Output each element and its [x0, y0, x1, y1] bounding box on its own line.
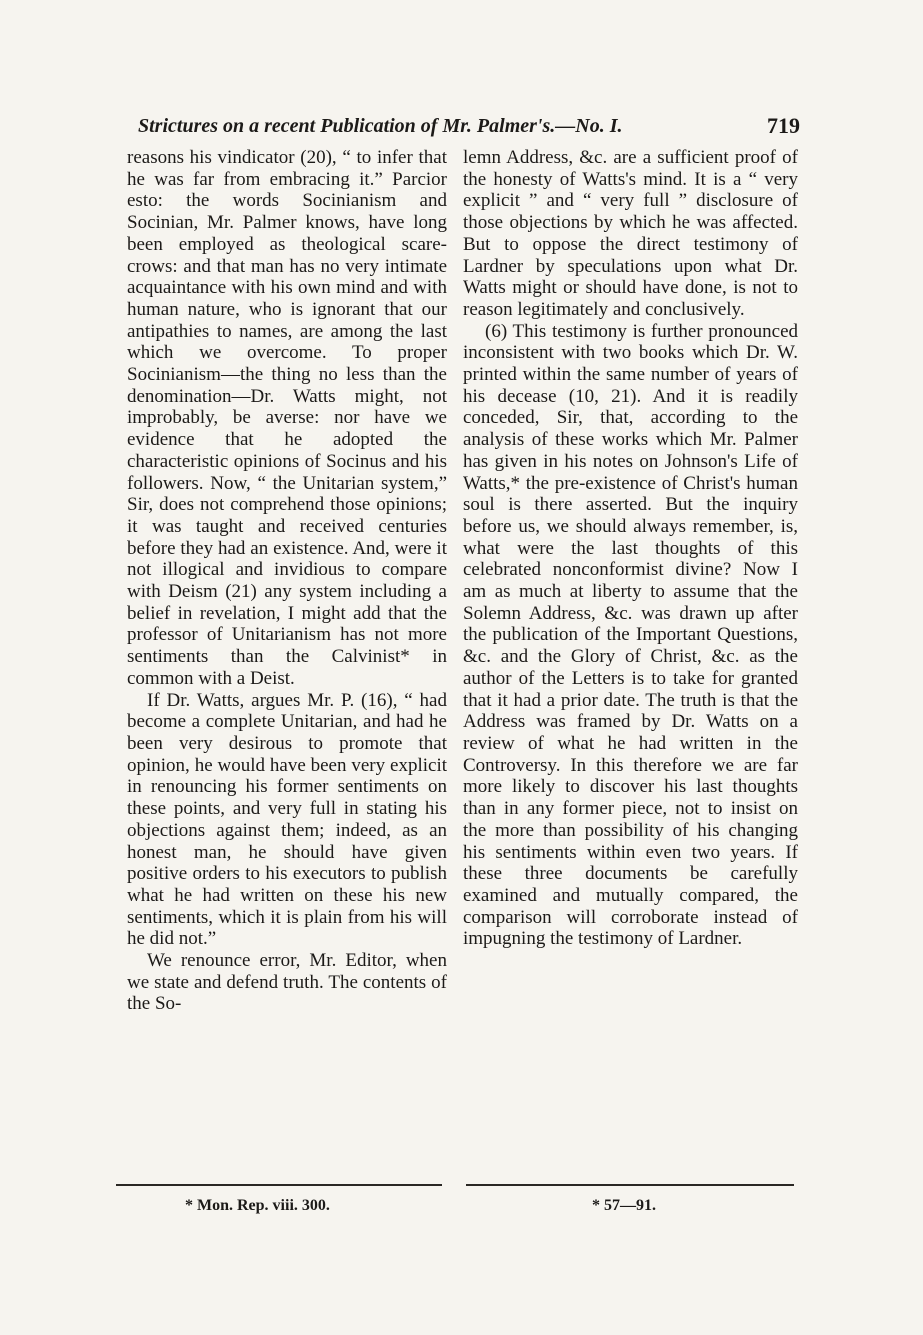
- footnote-rule: [116, 1184, 442, 1186]
- paragraph: reasons his vindicator (20), “ to infer that he was far from embracing it.” Parcior esto: the words Socinianism and Socinian, Mr. Palmer knows, have long been employed as theological scare-crows: and that man has no very intimate acquaintance with his own mind and with human nature, who is ignorant that our antipathies to names, are among the last which we overcome. To proper Socinianism—the thing no less than the denomination—Dr. Watts might, not improbably, be averse: nor have we evidence that he adopted the characteristic opinions of Socinus and his followers. Now, “ the Unitarian system,” Sir, does not comprehend those opinions; it was taught and received centuries before they had an existence. And, were it not illogical and invidious to compare with Deism (21) any system including a belief in revelation, I might add that the professor of Unitarianism has not more sentiments than the Calvinist* in common with a Deist.: [127, 147, 447, 689]
- running-head: [138, 112, 800, 140]
- footnote-rule: [466, 1184, 794, 1186]
- running-title: Strictures on a recent Publication of Mr. Palmer's.—No. I.: [138, 115, 623, 137]
- paragraph: We renounce error, Mr. Editor, when we state and defend truth. The contents of the So-: [127, 950, 447, 1015]
- paragraph: lemn Address, &c. are a sufficient proof of the honesty of Watts's mind. It is a “ very explicit ” and “ very full ” disclosure of those objections by which he was affected. But to oppose the direct testimony of Lardner by speculations upon what Dr. Watts might or should have done, is not to reason legitimately and conclusively.: [463, 147, 798, 320]
- footnote: * 57—91.: [592, 1197, 656, 1214]
- paragraph: If Dr. Watts, argues Mr. P. (16), “ had become a complete Unitarian, and had he been very desirous to promote that opinion, he would have been very explicit in renouncing his former sentiments on these points, and very full in stating his objections against them; indeed, as an honest man, he should have given positive orders to his executors to publish what he had written on these his new sentiments, which it is plain from his will he did not.”: [127, 689, 447, 950]
- right-column: [463, 147, 798, 950]
- left-column: [127, 147, 447, 1015]
- paragraph: (6) This testimony is further pronounced inconsistent with two books which Dr. W. printed within the same number of years of his decease (10, 21). And it is readily conceded, Sir, that, according to the analysis of these works which Mr. Palmer has given in his notes on Johnson's Life of Watts,* the pre-existence of Christ's human soul is there asserted. But the inquiry before us, we should always remember, is, what were the last thoughts of this celebrated nonconformist divine? Now I am as much at liberty to assume that the Solemn Address, &c. was drawn up after the publication of the Important Questions, &c. and the Glory of Christ, &c. as the author of the Letters is to take for granted that it had a prior date. The truth is that the Address was framed by Dr. Watts on a review of what he had written in the Controversy. In this therefore we are far more likely to discover his last thoughts than in any former piece, not to insist on the more than possibility of his changing his sentiments within even two years. If these three documents be carefully examined and mutually compared, the comparison will corroborate instead of impugning the testimony of Lardner.: [463, 320, 798, 950]
- page-number: 719: [767, 113, 800, 138]
- footnote: * Mon. Rep. viii. 300.: [185, 1197, 330, 1214]
